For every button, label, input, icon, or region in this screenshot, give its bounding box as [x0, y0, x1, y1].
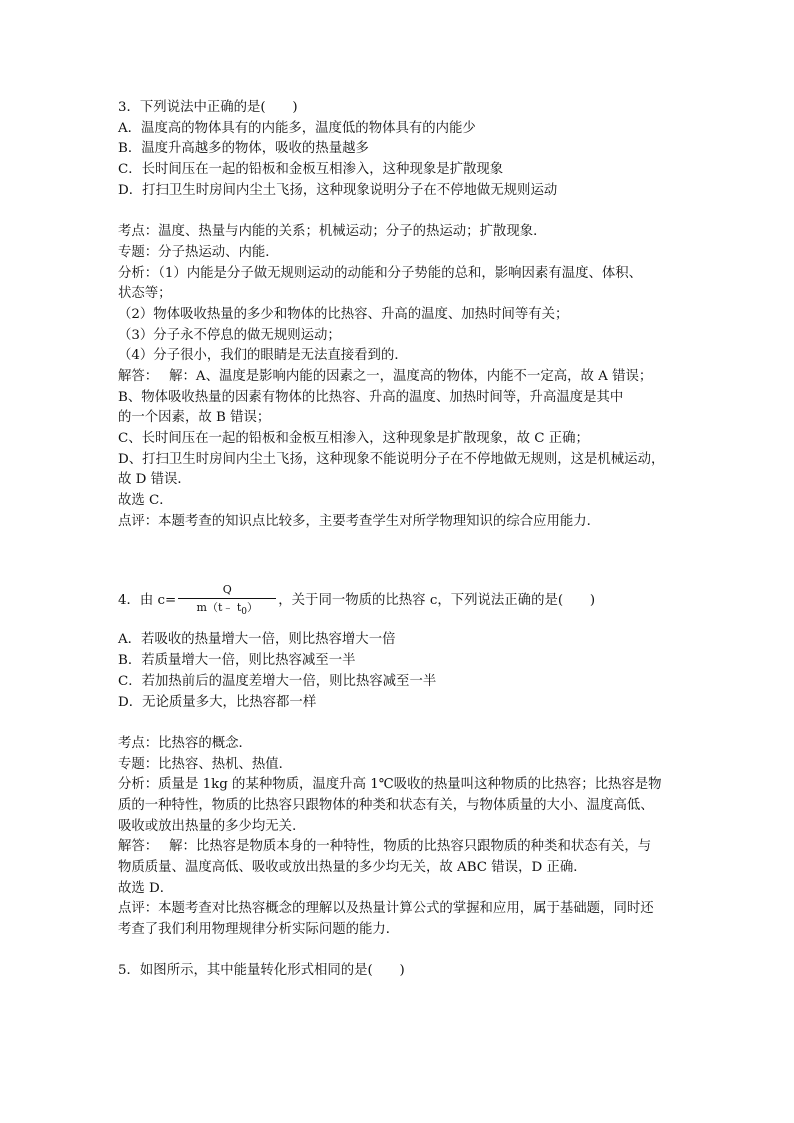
question-3-option-a: A．温度高的物体具有的内能多，温度低的物体具有的内能少	[118, 120, 476, 136]
question-3-option-b: B．温度升高越多的物体，吸收的热量越多	[118, 141, 369, 157]
question-4-fenxi-line: 吸收或放出热量的多少均无关．	[118, 818, 306, 834]
question-3-fenxi-line: 状态等；	[118, 286, 172, 302]
question-4-dianping-line: 点评：本题考查对比热容概念的理解以及热量计算公式的掌握和应用，属于基础题，同时还	[118, 901, 654, 917]
question-3-kaodian: 考点：温度、热量与内能的关系；机械运动；分子的热运动；扩散现象．	[118, 224, 547, 240]
question-3-jieda-line: 的一个因素，故 B 错误；	[118, 410, 271, 426]
question-4-fenxi-line: 分析：质量是 1kg 的某种物质，温度升高 1℃吸收的热量叫这种物质的比热容；比热容是物	[118, 777, 662, 793]
question-4-fenxi-line: 质的一种特性，物质的比热容只跟物体的种类和状态有关，与物体质量的大小、温度高低、	[118, 797, 654, 813]
question-3-fenxi-line: （3）分子永不停息的做无规则运动；	[118, 327, 341, 343]
question-4-stem	[118, 576, 678, 626]
question-4-jieda-line: 故选 D．	[118, 880, 174, 896]
spacer	[118, 713, 678, 734]
question-5	[118, 961, 678, 982]
question-4-stem-suffix: ，关于同一物质的比热容 c，下列说法正确的是( )	[278, 593, 596, 609]
question-4-kaodian: 考点：比热容的概念．	[118, 735, 252, 751]
question-3-jieda-line: C、长时间压在一起的铅板和金板互相渗入，这种现象是扩散现象，故 C 正确；	[118, 431, 589, 446]
question-4-stem-prefix: 4．由 c=	[118, 593, 177, 609]
document-page	[118, 98, 678, 982]
question-3-fenxi-line: 分析：（1）内能是分子做无规则运动的动能和分子势能的总和，影响因素有温度、体积、	[118, 265, 643, 281]
question-3-option-d: D．打扫卫生时房间内尘土飞扬，这种现象说明分子在不停地做无规则运动	[118, 182, 558, 198]
question-3-jieda-line: D、打扫卫生时房间内尘土飞扬，这种现象不能说明分子在不停地做无规则，这是机械运动，	[118, 451, 665, 467]
question-4-jieda-line: 物质质量、温度高低、吸收或放出热量的多少均无关，故 ABC 错误，D 正确．	[118, 860, 587, 875]
question-3-fenxi-line: （2）物体吸收热量的多少和物体的比热容、升高的温度、加热时间等有关；	[118, 306, 569, 322]
question-3-dianping: 点评：本题考查的知识点比较多，主要考查学生对所学物理知识的综合应用能力．	[118, 513, 601, 529]
formula-denominator: m（t﹣ $t_0$）	[196, 601, 259, 618]
question-3-fenxi-line: （4）分子很小，我们的眼睛是无法直接看到的．	[118, 348, 408, 364]
question-4-option-a: A．若吸收的热量增大一倍，则比热容增大一倍	[118, 632, 396, 648]
spacer	[118, 532, 678, 572]
question-3-jieda-line: 故 D 错误．	[118, 472, 191, 488]
question-3-option-c: C．长时间压在一起的铅板和金板互相渗入，这种现象是扩散现象	[118, 162, 504, 178]
question-4	[118, 576, 678, 940]
question-3-jieda-line: 故选 C．	[118, 493, 173, 509]
question-3-zhuanti: 专题：分子热运动、内能．	[118, 244, 279, 260]
question-5-stem: 5．如图所示，其中能量转化形式相同的是( )	[118, 963, 405, 979]
question-3-jieda-line: B、物体吸收热量的因素有物体的比热容、升高的温度、加热时间等，升高温度是其中	[118, 389, 624, 405]
formula-numerator: Q	[178, 583, 276, 599]
question-4-zhuanti: 专题：比热容、热机、热值．	[118, 756, 293, 772]
question-3-stem: 3．下列说法中正确的是( )	[118, 100, 298, 115]
question-4-option-c: C．若加热前后的温度差增大一倍，则比热容减至一半	[118, 673, 437, 689]
spacer	[118, 941, 678, 962]
question-4-option-b: B．若质量增大一倍，则比热容减至一半	[118, 653, 356, 669]
spacer	[118, 201, 678, 222]
question-4-jieda-line: 解答： 解：比热容是物质本身的一种特性，物质的比热容只跟物质的种类和状态有关，与	[118, 839, 652, 855]
question-3	[118, 98, 678, 532]
question-3-jieda-line: 解答： 解：A、温度是影响内能的因素之一，温度高的物体，内能不一定高，故 A 错误；	[118, 368, 653, 384]
specific-heat-formula	[178, 583, 276, 619]
question-4-option-d: D．无论质量多大，比热容都一样	[118, 694, 317, 710]
question-4-dianping-line: 考查了我们利用物理规律分析实际问题的能力．	[118, 922, 400, 938]
